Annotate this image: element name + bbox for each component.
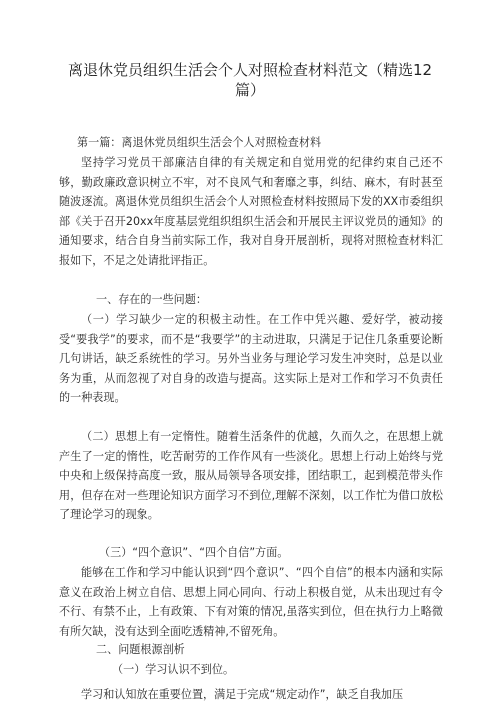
cause-item-1-heading: （一）学习认识不到位。 [112, 663, 235, 676]
section-heading-problems: 一、存在的一些问题： [96, 293, 207, 306]
problem-item-3-heading: （三）“四个意识”、“四个自信”方面。 [99, 546, 289, 559]
intro-paragraph: 坚持学习党员干部廉洁自律的有关规定和自觉用党的纪律约束自己还不够，勤政廉政意识树立不牢，对不良风气和奢靡之事，纠结、麻木，有时甚至随波逐流。离退休党员组织生活会个人对照检查材料按照局下发的XX市委组织部《关于召开20xx年度基层党组织组织生活会和开展民主评议党员的通知》的通知要求，结合自身当前实际工作，我对自身开展剖析，现将对照检查材料汇报如下，不足之处请批评指正。 [59, 156, 443, 267]
problem-item-3-body: 能够在工作和学习中能认识到“四个意识”、“四个自信”的根本内涵和实际意义在政治上树立自信、思想上同心同向、行动上积极自觉，从未出现过有令不行、有禁不止，上有政策、下有对策的情况,虽落实到位，但在执行力上略微有所欠缺，没有达到全面吃透精神,不留死角。 [59, 566, 443, 638]
problem-item-1: （一）学习缺少一定的积极主动性。在工作中凭兴趣、爱好学，被动接受“要我学”的要求，而不是“我要学”的主动进取，只满足于记住几条重要论断几句讲话，缺乏系统性的学习。另外当业务与理论学习发生冲突时，总是以业务为重，从而忽视了对自身的改造与提高。这实际上是对工作和学习不负责任的一种表现。 [59, 313, 443, 405]
cause-item-1-body: 学习和认知放在重要位置，满足于完成“规定动作”，缺乏自我加压 [81, 688, 404, 701]
problem-item-2: （二）思想上有一定惰性。随着生活条件的优越，久而久之，在思想上就产生了一定的惰性，吃苦耐劳的工作作风有一些淡化。思想上行动上始终与党中央和上级保持高度一致，服从局领导各项安排，团结职工，起到模范带头作用，但存在对一些理论知识方面学习不到位,理解不深刻，以工作忙为借口放松了理论学习的现象。 [59, 430, 443, 522]
section-heading-causes: 二、问题根源剖析 [96, 643, 185, 656]
chapter-heading: 第一篇：离退休党员组织生活会个人对照检查材料 [77, 136, 322, 149]
document-title: 离退休党员组织生活会个人对照检查材料范文（精选12篇） [67, 61, 433, 99]
